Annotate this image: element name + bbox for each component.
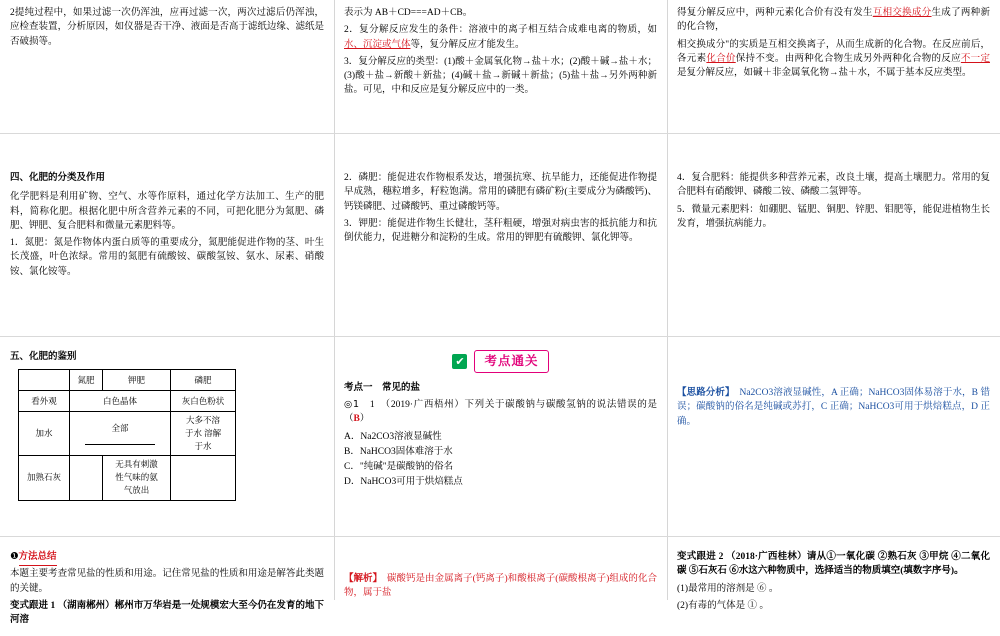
table-cell-ammonia-gas: 无具有刺激 性气味的氨 气放出 xyxy=(102,455,170,500)
fangfa-label: 方法总结 xyxy=(19,550,57,564)
right-top-tail: 保持不变。由两种化合物生成另外两种化合物的反应 xyxy=(735,53,961,64)
right-top-block xyxy=(667,0,1000,89)
fangfa-block xyxy=(0,544,334,636)
table-header-potassium: 钾肥 xyxy=(102,370,170,391)
row-divider-mid-3 xyxy=(334,536,667,537)
jiexi-block xyxy=(334,566,667,610)
kaodian-banner xyxy=(344,350,657,373)
middle-p2-tail: 等，复分解反应才能发生。 xyxy=(410,39,525,50)
jiexi-label: 【解析】 xyxy=(344,574,378,584)
right-top-mid: 生成了两种新的化合物， xyxy=(677,8,990,33)
sikao-paragraph xyxy=(677,386,990,429)
bianshi-2-title: 变式跟进 2 （2018·广西桂林）请从①一氧化碳 ②熟石灰 ③甲烷 ④二氧化碳 ⑤石灰石 ⑥水这六种物质中，选择适当的物质填空(填数字序号)。 xyxy=(677,552,990,577)
section-four-title: 四、化肥的分类及作用 xyxy=(10,173,106,183)
question-1-stem xyxy=(344,398,657,427)
middle-top-fragment: 表示为 AB＋CD===AD＋CB。 xyxy=(344,8,473,18)
left-top-paragraph: 2提纯过程中，如果过滤一次仍浑浊，应再过滤一次，两次过滤后仍浑浊，应检查装置，分析原因，如仪器是否干净、液面是否高于滤纸边缘、滤纸是否破损等。 xyxy=(10,8,324,47)
middle-p5: 3．钾肥：能促进作物生长健壮，茎秆粗硬，增强对病虫害的抵抗能力和抗倒伏能力，促进糖分和淀粉的生成。常用的钾肥有硫酸钾、氯化钾等。 xyxy=(344,218,657,243)
table-cell-blank-2 xyxy=(171,455,236,500)
bianshi-2-block xyxy=(667,544,1000,622)
right-p4: 4．复合肥料：能提供多种营养元素，改良土壤，提高土壤肥力。常用的复合肥料有硝酸钾、磷酸二铵、磷酸二氢钾等。 xyxy=(677,173,990,198)
question-1-answer: B xyxy=(353,414,360,425)
middle-p2-highlight: 水、沉淀或气体 xyxy=(344,39,411,50)
section-five-block xyxy=(0,344,334,507)
right-top-highlight-2: 化合价 xyxy=(706,53,736,64)
question-1-text: 1 （2019·广西梧州）下列关于碳酸钠与碳酸氢钠的说法错误的是（ xyxy=(344,400,657,425)
row-divider-right-1 xyxy=(667,133,1000,134)
sikao-label: 【思路分析】 xyxy=(677,388,730,398)
section-five-title: 五、化肥的鉴别 xyxy=(10,352,77,362)
question-1-tail: ） xyxy=(359,414,370,425)
right-top-cont: 相交换成分"的实质是互相交换离子，从而生成新的化合物。在反应前后，各元素 xyxy=(677,39,990,64)
table-cell-all-soluble-text: 全部 xyxy=(111,423,129,433)
table-row xyxy=(19,391,236,412)
table-cell-underline xyxy=(85,435,155,445)
table-header-phosphorus: 磷肥 xyxy=(171,370,236,391)
middle-top-block xyxy=(334,0,667,107)
row-divider-right-3 xyxy=(667,536,1000,537)
option-c: C．"纯碱"是碳酸钠的俗名 xyxy=(344,462,454,472)
table-row xyxy=(19,455,236,500)
middle-p2 xyxy=(344,23,657,52)
option-b: B．NaHCO3固体难溶于水 xyxy=(344,446,453,457)
question-number-icon: ◎1 xyxy=(344,399,359,410)
table-row-label-appearance: 看外观 xyxy=(19,391,70,412)
row-divider-right-2 xyxy=(667,336,1000,337)
table-cell-mostly-insoluble: 大多不溶 于水 溶解 于水 xyxy=(171,412,236,455)
kaodian-banner-label: 考点通关 xyxy=(474,350,548,373)
left-top-block xyxy=(0,0,334,58)
right-p5: 5．微量元素肥料：如硼肥、锰肥、铜肥、锌肥、钼肥等，能促进植物生长发育，增强抗病能力。 xyxy=(677,204,990,229)
table-cell-white-crystal: 白色晶体 xyxy=(70,391,171,412)
right-top-highlight-3: 不一定 xyxy=(960,53,990,64)
option-a: A．Na2CO3溶液显碱性 xyxy=(344,431,442,442)
table-cell-blank-1 xyxy=(70,455,103,500)
right-top-end: 是复分解反应，如碱＋非金属氧化物→盐＋水，不属于基本反应类型。 xyxy=(677,68,972,78)
section-four-p2: 1．氮肥：氮是作物体内蛋白质等的重要成分，氮肥能促进作物的茎、叶生长茂盛，叶色浓绿。常用的氮肥有硫酸铵、碳酸氢铵、氨水、尿素、硝酸铵、氯化铵等。 xyxy=(10,238,324,277)
right-top-pre: 得复分解反应中，两种元素化合价有没有发生 xyxy=(677,8,873,18)
row-divider-left-2 xyxy=(0,336,334,337)
row-divider-left-1 xyxy=(0,133,334,134)
bianshi-2-q1: (1)最常用的溶剂是 ⑥ 。 xyxy=(677,583,779,594)
jiexi-paragraph xyxy=(344,572,657,601)
table-row-label-lime: 加熟石灰 xyxy=(19,455,70,500)
sikao-text: Na2CO3溶液显碱性，A 正确；NaHCO3固体易溶于水，B 错误；碳酸钠的俗名是纯碱或苏打，C 正确；NaHCO3可用于烘焙糕点，D 正确。 xyxy=(677,388,990,427)
check-icon: ✔ xyxy=(452,354,467,369)
fertilizer-identification-table xyxy=(18,369,236,500)
sikao-block xyxy=(667,380,1000,438)
table-cell-all-soluble xyxy=(70,412,171,455)
table-header-row xyxy=(19,370,236,391)
kaodian-one-title: 考点一 常见的盐 xyxy=(344,382,421,393)
middle-p4: 2．磷肥：能促进农作物根系发达，增强抗寒、抗旱能力，还能促进作物提早成熟，穗粒增多，籽粒饱满。常用的磷肥有磷矿粉(主要成分为磷酸钙)、钙镁磷肥、过磷酸钙、重过磷酸钙等。 xyxy=(344,173,657,212)
section-four-p1: 化学肥料是利用矿物、空气、水等作原料，通过化学方法加工、生产的肥料，简称化肥。根据化肥中所含营养元素的不同，可把化肥分为氮肥、磷肥、钾肥、复合肥料和微量元素肥料等。 xyxy=(10,192,324,231)
kaodian-block xyxy=(334,340,667,497)
section-four-block xyxy=(0,165,334,288)
right-top-paragraph xyxy=(677,6,990,35)
table-row xyxy=(19,412,236,455)
right-mid-block xyxy=(667,165,1000,240)
middle-p2-text: 2．复分解反应发生的条件：溶液中的离子相互结合成难电离的物质，如 xyxy=(344,25,657,36)
row-divider-left-3 xyxy=(0,536,334,537)
fangfa-heading: ❶方法总结 xyxy=(10,550,324,564)
table-cell-gray-powder: 灰白色粉状 xyxy=(171,391,236,412)
option-d: D．NaHCO3可用于烘焙糕点 xyxy=(344,477,463,488)
jiexi-text: 碳酸钙是由金属离子(钙离子)和酸根离子(碳酸根离子)组成的化合物，属于盐 xyxy=(344,574,657,599)
table-row-label-water: 加水 xyxy=(19,412,70,455)
bianshi-1-title: 变式跟进 1 （湖南郴州）郴州市万华岩是一处规模宏大至今仍在发育的地下河溶 xyxy=(10,600,324,625)
table-header-nitrogen: 氮肥 xyxy=(70,370,103,391)
row-divider-mid-2 xyxy=(334,336,667,337)
right-top-paragraph-2 xyxy=(677,38,990,81)
right-top-highlight-1: 互相交换成分 xyxy=(872,8,932,18)
row-divider-mid-1 xyxy=(334,133,667,134)
table-corner-cell xyxy=(19,370,70,391)
fangfa-text: 本题主要考查常见盐的性质和用途。记住常见盐的性质和用途是解答此类题的关键。 xyxy=(10,569,324,594)
column-divider-2 xyxy=(667,0,668,600)
middle-mid-block xyxy=(334,165,667,254)
bianshi-2-q2: (2)有毒的气体是 ① 。 xyxy=(677,600,769,611)
middle-p3: 3．复分解反应的类型：(1)酸＋金属氧化物→盐＋水；(2)酸＋碱→盐＋水；(3)酸＋盐→新酸＋新盐；(4)碱＋盐→新碱＋新盐；(5)盐＋盐→另外两种新盐。可见，中和反应是复分解反应中的一类。 xyxy=(344,56,657,96)
